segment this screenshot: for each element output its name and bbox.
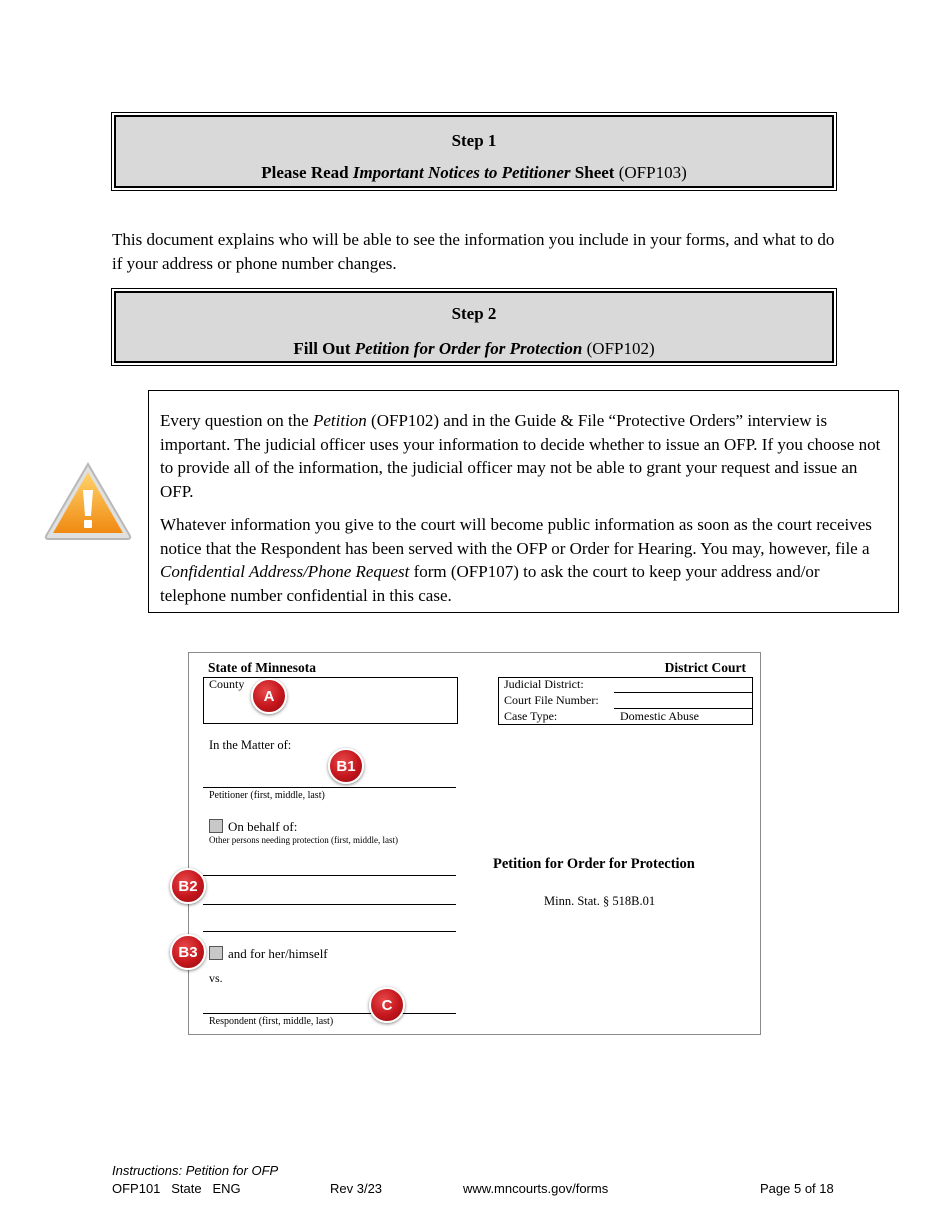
form-petitioner-label: Petitioner (first, middle, last) (209, 790, 325, 801)
footer-page-number: Page 5 of 18 (760, 1181, 834, 1196)
marker-b3: B3 (170, 934, 206, 970)
form-respondent-label: Respondent (first, middle, last) (209, 1016, 334, 1027)
form-other-persons-line (203, 931, 456, 932)
form-other-persons-line (203, 875, 456, 876)
step-1-instruction: Please Read Important Notices to Petitioner Sheet (OFP103) (261, 163, 687, 182)
form-on-behalf: On behalf of: (209, 819, 297, 835)
form-court: District Court (664, 660, 746, 675)
and-for-checkbox (209, 946, 223, 960)
form-in-the-matter: In the Matter of: (209, 738, 292, 752)
footer-form-code: OFP101 State ENG (112, 1181, 241, 1196)
step-2-instruction: Fill Out Petition for Order for Protection (OFP102) (293, 339, 655, 358)
form-respondent-line (203, 1013, 456, 1014)
step-1-box (111, 112, 837, 191)
intro-paragraph: This document explains who will be able to see the information you include in your forms, and what to do if your address or phone number changes. (112, 230, 835, 273)
footer-revision: Rev 3/23 (330, 1181, 383, 1196)
footer-title: Instructions: Petition for OFP (112, 1163, 279, 1178)
form-other-persons-line (203, 904, 456, 905)
step-2-box (111, 288, 837, 366)
on-behalf-checkbox (209, 819, 223, 833)
form-line (614, 708, 752, 709)
form-county-label: County (209, 677, 245, 691)
step-2-title: Step 2 (451, 304, 497, 323)
form-petition-title: Petition for Order for Protection (493, 856, 695, 872)
form-judicial-district: Judicial District: (504, 677, 584, 691)
form-other-persons-label: Other persons needing protection (first, middle, last) (209, 835, 398, 845)
marker-b2: B2 (170, 868, 206, 904)
marker-b1: B1 (328, 748, 364, 784)
warning-icon (42, 460, 134, 542)
form-case-type-value: Domestic Abuse (620, 709, 699, 723)
form-statute: Minn. Stat. § 518B.01 (544, 894, 656, 908)
form-court-file-number: Court File Number: (504, 693, 599, 707)
form-case-type: Case Type: (504, 709, 558, 723)
step-1-title: Step 1 (451, 131, 497, 150)
warning-notice (148, 390, 899, 613)
form-and-for: and for her/himself (209, 946, 328, 962)
footer-url: www.mncourts.gov/forms (463, 1181, 609, 1196)
warning-paragraph-1: Every question on the Petition (OFP102) and in the Guide & File “Protective Orders” interview is important. The judicial officer uses your information to decide whether to issue an OFP. If you choose not to provide all of the information, the judicial officer may not be able to grant your request and issue an OFP. (160, 411, 881, 501)
warning-paragraph-2: Whatever information you give to the court will become public information as soon as the court receives notice that the Respondent has been served with the OFP or Order for Hearing. You may, however, file a Confidential Address/Phone Request form (OFP107) to ask the court to keep your address and/or telephone number confidential in this case. (160, 515, 872, 605)
form-petitioner-line (203, 787, 456, 788)
form-line (614, 692, 752, 693)
marker-a: A (251, 678, 287, 714)
marker-c: C (369, 987, 405, 1023)
form-state: State of Minnesota (208, 660, 316, 675)
form-vs: vs. (209, 971, 223, 985)
